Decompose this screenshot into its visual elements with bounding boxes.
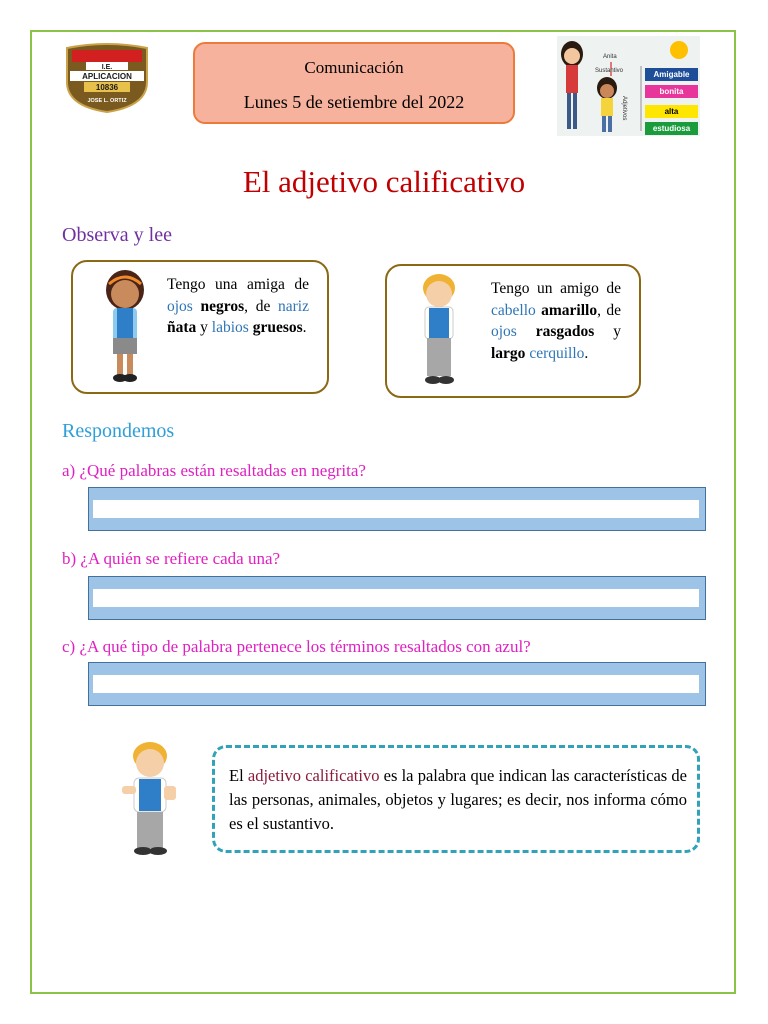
girl-student-icon <box>95 268 155 384</box>
respond-heading: Respondemos <box>62 420 175 442</box>
observe-heading: Observa y lee <box>62 224 172 246</box>
definition-box <box>212 745 700 853</box>
page-title: El adjetivo calificativo <box>242 164 526 199</box>
noun-label: Sustantivo <box>595 68 624 74</box>
adjectives-illustration <box>557 36 700 136</box>
answer-box-b <box>88 576 706 620</box>
question-c: c) ¿A qué tipo de palabra pertenece los términos resaltados con azul? <box>62 637 531 656</box>
boy-description: Tengo un amigo de cabello amarillo, de ojos rasgados y largo cerquillo. <box>491 280 622 362</box>
adjective-tag: bonita <box>645 85 698 98</box>
adjective-tag: estudiosa <box>645 122 698 135</box>
date-label: Lunes 5 de setiembre del 2022 <box>243 92 465 112</box>
girl-description: Tengo una amiga de ojos negros, de nariz ñata y labios gruesos. <box>167 276 309 336</box>
logo-line1: I.E. <box>101 64 113 71</box>
girl-card <box>71 260 329 394</box>
answer-input-b[interactable] <box>93 589 699 607</box>
adjective-tag: Amigable <box>645 68 698 81</box>
logo-line2: APLICACION <box>82 72 132 81</box>
question-b: b) ¿A quién se refiere cada una? <box>62 549 281 568</box>
answer-box-c <box>88 662 706 706</box>
boy-card <box>385 264 641 398</box>
answer-input-c[interactable] <box>93 675 699 693</box>
question-a: a) ¿Qué palabras están resaltadas en negrita? <box>62 461 366 480</box>
answer-input-a[interactable] <box>93 500 699 518</box>
logo-line3: 10836 <box>95 83 119 92</box>
name-label: Anita <box>603 54 617 60</box>
header-box <box>193 42 515 124</box>
school-logo <box>64 42 150 114</box>
adjective-tag: alta <box>645 105 698 118</box>
boy-explaining-icon <box>106 738 190 858</box>
answer-box-a <box>88 487 706 531</box>
adjectives-vertical-label: Adjetivos <box>621 96 627 121</box>
subject-label: Comunicación <box>304 58 404 77</box>
logo-line4: JOSE L. ORTIZ <box>87 98 127 104</box>
definition-text: El adjetivo calificativo es la palabra que indican las características de las personas, animales, objetos y lugares; es decir, nos informa cómo es el sustantivo. <box>229 766 687 833</box>
boy-student-icon <box>409 270 469 390</box>
